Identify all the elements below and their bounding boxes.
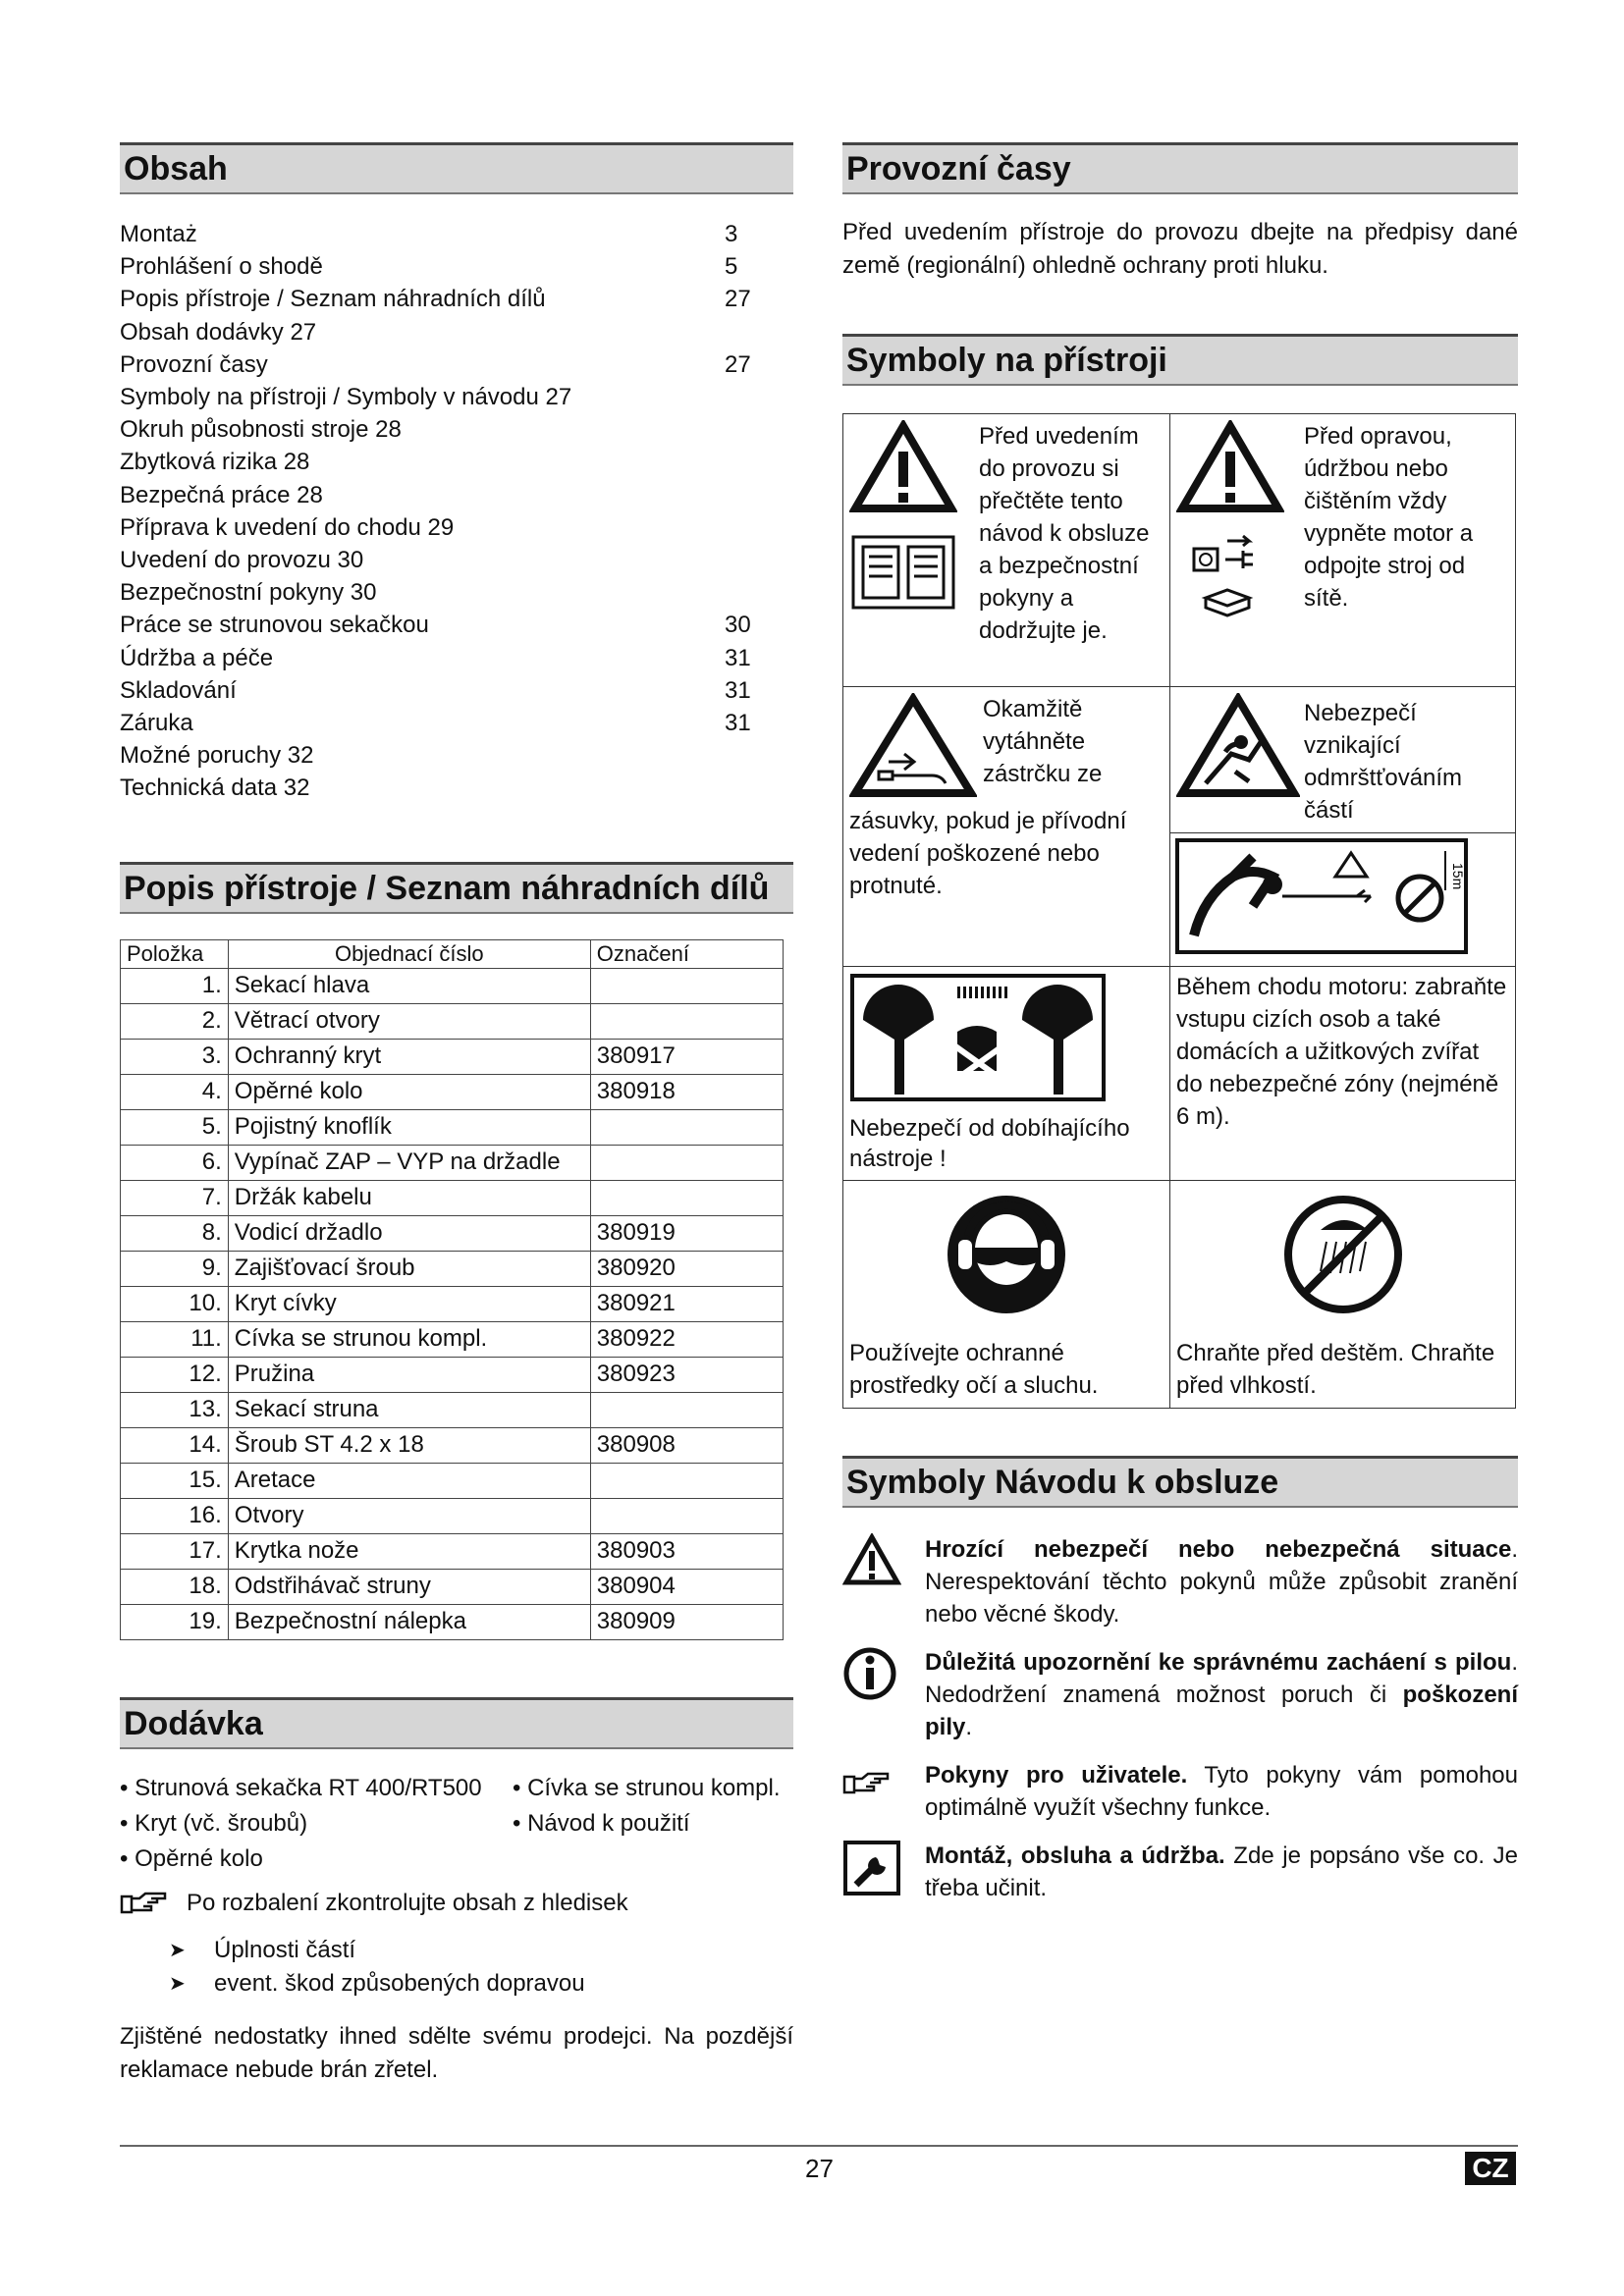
part-code xyxy=(590,1145,783,1180)
part-number: 18. xyxy=(121,1569,229,1604)
operating-times-heading: Provozní časy xyxy=(842,142,1518,194)
toc-page: 31 xyxy=(725,676,751,704)
part-number: 17. xyxy=(121,1533,229,1569)
arrow-icon: ➤ xyxy=(169,1972,186,1995)
part-number: 12. xyxy=(121,1357,229,1392)
part-code: 380903 xyxy=(590,1533,783,1569)
no-rain-icon xyxy=(1281,1193,1405,1316)
table-row xyxy=(121,1039,784,1074)
part-code xyxy=(590,1463,783,1498)
user-tips-row: Pokyny pro uživatele. Tyto pokyny vám pomohou optimálně využít všechny funkce. xyxy=(842,1759,1518,1824)
part-code: 380908 xyxy=(590,1427,783,1463)
part-number: 4. xyxy=(121,1074,229,1109)
table-row xyxy=(121,968,784,1003)
toc-page: 31 xyxy=(725,644,751,671)
header-item: Položka xyxy=(121,939,229,968)
info-icon xyxy=(842,1646,897,1701)
toc-entry xyxy=(120,381,793,413)
part-name: Vodicí držadlo xyxy=(228,1215,590,1251)
part-name: Cívka se strunou kompl. xyxy=(228,1321,590,1357)
part-code xyxy=(590,968,783,1003)
part-code xyxy=(590,1003,783,1039)
table-row xyxy=(121,1604,784,1639)
toc-page xyxy=(725,772,793,804)
toc-page xyxy=(725,511,793,544)
table-row xyxy=(121,1498,784,1533)
delivery-list xyxy=(120,1771,793,1877)
part-number: 6. xyxy=(121,1145,229,1180)
part-number: 3. xyxy=(121,1039,229,1074)
part-name: Odstřihávač struny xyxy=(228,1569,590,1604)
list-item: • Návod k použití xyxy=(513,1809,690,1837)
read-manual-text: Před uvedením do provozu si přečtěte tento návod k obsluze a bezpečnostní pokyny a dodržujte je. xyxy=(979,423,1150,644)
toc-page: 27 xyxy=(725,286,751,313)
arrow-icon: ➤ xyxy=(169,1939,186,1961)
toc-heading: Obsah xyxy=(120,142,793,194)
pointing-hand-icon xyxy=(120,1891,169,1916)
rotating-tool-icon xyxy=(849,973,1107,1102)
part-name: Pojistný knoflík xyxy=(228,1109,590,1145)
delivery-heading: Dodávka xyxy=(120,1697,793,1749)
part-name: Sekací hlava xyxy=(228,968,590,1003)
rain-text: Chraňte před deštěm. Chraňte před vlhkostí. xyxy=(1176,1340,1495,1399)
list-item: • Kryt (vč. šroubů) xyxy=(120,1809,308,1837)
protection-text: Používejte ochranné prostředky očí a sluchu. xyxy=(849,1340,1099,1399)
warning-icon xyxy=(842,1533,901,1586)
part-name: Bezpečnostní nálepka xyxy=(228,1604,590,1639)
flying-parts-cell xyxy=(1170,687,1516,833)
toc-entry xyxy=(120,772,793,804)
table-row xyxy=(121,1321,784,1357)
table-row xyxy=(121,1463,784,1498)
flying-parts-text: Nebezpečí vznikající odmrštťováním částí xyxy=(1304,700,1463,824)
list-item: • Opěrné kolo xyxy=(120,1844,263,1872)
unplug-warning-icon xyxy=(849,693,977,799)
part-code xyxy=(590,1392,783,1427)
right-column xyxy=(842,142,1518,1905)
part-code: 380921 xyxy=(590,1286,783,1321)
toc-label: Bezpečnostní pokyny 30 xyxy=(120,579,377,607)
toc-entry xyxy=(120,446,793,478)
bystanders-cell xyxy=(1170,967,1516,1181)
table-row xyxy=(121,1569,784,1604)
part-name: Kryt cívky xyxy=(228,1286,590,1321)
part-number: 8. xyxy=(121,1215,229,1251)
warning-icon xyxy=(1176,420,1284,514)
table-row xyxy=(121,1003,784,1039)
toc-label: Údržba a péče xyxy=(120,644,274,671)
unplug-text-a: Okamžitě vytáhněte zástrčku ze xyxy=(983,696,1103,787)
table-row xyxy=(121,1392,784,1427)
toc-label: Záruka xyxy=(120,710,193,737)
flying-parts-warning-icon xyxy=(1176,693,1300,799)
check-list xyxy=(169,1934,793,2001)
parts-header-row xyxy=(121,939,784,968)
part-name: Šroub ST 4.2 x 18 xyxy=(228,1427,590,1463)
part-number: 15. xyxy=(121,1463,229,1498)
part-name: Pružina xyxy=(228,1357,590,1392)
parts-table xyxy=(120,939,784,1640)
toc-label: Uvedení do provozu 30 xyxy=(120,547,364,574)
toc-label: Montaż xyxy=(120,221,197,247)
page-number: 27 xyxy=(805,2154,834,2183)
toc-page: 30 xyxy=(725,612,751,639)
check-note: Po rozbalení zkontrolujte obsah z hledisek xyxy=(120,1887,793,1920)
danger-symbol-row: Hrozící nebezpečí nebo nebezpečná situace. Nerespektování těchto pokynů může způsobit zranění nebo věcné škody. xyxy=(842,1533,1518,1630)
language-badge: CZ xyxy=(1465,2152,1516,2185)
toc-page: 27 xyxy=(725,350,751,378)
part-code: 380923 xyxy=(590,1357,783,1392)
table-row xyxy=(121,1357,784,1392)
toc-page: 5 xyxy=(725,253,738,281)
part-name: Otvory xyxy=(228,1498,590,1533)
table-row xyxy=(121,1215,784,1251)
part-number: 7. xyxy=(121,1180,229,1215)
toc-page xyxy=(725,576,793,609)
toc-entry xyxy=(120,413,793,446)
part-code: 380917 xyxy=(590,1039,783,1074)
toc-entry xyxy=(120,316,793,348)
part-name: Aretace xyxy=(228,1463,590,1498)
part-name: Vypínač ZAP – VYP na držadle xyxy=(228,1145,590,1180)
toc-page xyxy=(725,479,793,511)
toc-entry xyxy=(120,707,793,739)
toc-entry xyxy=(120,609,793,641)
toc-label: Příprava k uvedení do chodu 29 xyxy=(120,513,455,541)
delivery-note: Zjištěné nedostatky ihned sdělte svému prodejci. Na pozdější reklamace nebude brán zřetel. xyxy=(120,2022,793,2083)
part-name: Větrací otvory xyxy=(228,1003,590,1039)
part-number: 5. xyxy=(121,1109,229,1145)
part-code xyxy=(590,1109,783,1145)
table-row xyxy=(121,1251,784,1286)
table-row xyxy=(121,1074,784,1109)
table-row xyxy=(121,1145,784,1180)
pointing-hand-icon xyxy=(842,1771,892,1796)
distance-cell xyxy=(1170,833,1516,967)
header-order-number: Objednací číslo xyxy=(228,939,590,968)
toc-label: Prohlášení o shodě xyxy=(120,253,323,281)
list-item: ➤ event. škod způsobených dopravou xyxy=(169,1967,793,2001)
table-row xyxy=(121,1180,784,1215)
toc-page xyxy=(725,544,793,576)
toc-page xyxy=(725,316,793,348)
toc-page: 3 xyxy=(725,221,738,247)
toc-entry xyxy=(120,739,793,772)
unplug-cell xyxy=(843,687,1170,967)
part-code xyxy=(590,1498,783,1533)
left-column xyxy=(120,142,793,2087)
part-code: 380920 xyxy=(590,1251,783,1286)
list-item: • Cívka se strunou kompl. xyxy=(513,1774,781,1801)
toc-entry xyxy=(120,479,793,511)
list-item: • Strunová sekačka RT 400/RT500 xyxy=(120,1774,482,1801)
before-repair-text: Před opravou, údržbou nebo čištěním vždy vypněte motor a odpojte stroj od sítě. xyxy=(1304,423,1474,612)
toc-entry xyxy=(120,576,793,609)
part-name: Ochranný kryt xyxy=(228,1039,590,1074)
assembly-row: Montáž, obsluha a údržba. Zde je popsáno vše co. Je třeba učinit. xyxy=(842,1840,1518,1905)
device-symbols-heading: Symboly na přístroji xyxy=(842,334,1518,386)
table-row xyxy=(121,1286,784,1321)
toc-label: Zbytková rizika 28 xyxy=(120,449,310,476)
part-number: 1. xyxy=(121,968,229,1003)
toc-entry xyxy=(120,218,793,250)
part-number: 9. xyxy=(121,1251,229,1286)
toc-label: Bezpečná práce 28 xyxy=(120,481,323,508)
toc-entry xyxy=(120,674,793,707)
toc-entry xyxy=(120,511,793,544)
toc-entry xyxy=(120,544,793,576)
toc-label: Okruh působnosti stroje 28 xyxy=(120,416,402,444)
unplug-text-b: zásuvky, pokud je přívodní vedení poškozené nebo protnuté. xyxy=(849,808,1127,899)
part-code: 380919 xyxy=(590,1215,783,1251)
toc-entry xyxy=(120,348,793,381)
important-symbol-row: Důležitá upozornění ke správnému zacháení s pilou. Nedodržení znamená možnost poruch či poškození pily. xyxy=(842,1646,1518,1743)
toc-page xyxy=(725,381,793,413)
part-number: 19. xyxy=(121,1604,229,1639)
toc-label: Skladování xyxy=(120,676,237,704)
toc-label: Symboly na přístroji / Symboly v návodu 27 xyxy=(120,384,572,411)
part-number: 10. xyxy=(121,1286,229,1321)
toc-page xyxy=(725,739,793,772)
part-number: 2. xyxy=(121,1003,229,1039)
table-row xyxy=(121,1427,784,1463)
part-number: 13. xyxy=(121,1392,229,1427)
toc-label: Obsah dodávky 27 xyxy=(120,318,317,346)
header-designation: Označení xyxy=(590,939,783,968)
toc-page xyxy=(725,446,793,478)
tool-run-text: Nebezpečí od dobíhajícího nástroje ! xyxy=(849,1115,1130,1172)
table-row xyxy=(121,1533,784,1569)
toc-entry xyxy=(120,250,793,283)
part-number: 11. xyxy=(121,1321,229,1357)
toc-entry xyxy=(120,642,793,674)
before-repair-cell xyxy=(1170,414,1516,687)
bystanders-text: Během chodu motoru: zabraňte vstupu cizích osob a také domácích a užitkových zvířat do nebezpečné zóny (nejméně 6 m). xyxy=(1176,974,1507,1130)
tool-run-cell xyxy=(843,967,1170,1181)
table-row xyxy=(121,1109,784,1145)
part-name: Krytka nože xyxy=(228,1533,590,1569)
part-name: Opěrné kolo xyxy=(228,1074,590,1109)
warning-icon xyxy=(849,420,957,514)
part-code xyxy=(590,1180,783,1215)
toc-page xyxy=(725,413,793,446)
part-name: Sekací struna xyxy=(228,1392,590,1427)
operating-times-text: Před uvedením přístroje do provozu dbejte na předpisy dané země (regionální) ohledně ochrany proti hluku. xyxy=(842,219,1518,279)
part-code: 380918 xyxy=(590,1074,783,1109)
read-manual-cell xyxy=(843,414,1170,687)
bystander-distance-icon xyxy=(1174,837,1469,955)
toc-label: Možné poruchy 32 xyxy=(120,742,314,770)
toc-label: Provozní časy xyxy=(120,350,268,378)
toc-entry xyxy=(120,283,793,315)
toc-label: Popis přístroje / Seznam náhradních dílů xyxy=(120,286,546,313)
part-name: Zajišťovací šroub xyxy=(228,1251,590,1286)
distance-label: 15m xyxy=(1450,863,1466,890)
unplug-manual-icon xyxy=(1176,527,1284,625)
toc-page: 31 xyxy=(725,710,751,737)
manual-symbols-heading: Symboly Návodu k obsluze xyxy=(842,1456,1518,1508)
part-code: 380909 xyxy=(590,1604,783,1639)
toc-label: Práce se strunovou sekačkou xyxy=(120,612,429,639)
wrench-icon xyxy=(842,1840,901,1896)
book-icon xyxy=(849,533,957,612)
rain-cell xyxy=(1170,1181,1516,1409)
device-symbols-table xyxy=(842,413,1516,1409)
part-number: 16. xyxy=(121,1498,229,1533)
list-item: ➤ Úplnosti částí xyxy=(169,1934,793,1967)
protection-cell xyxy=(843,1181,1170,1409)
table-of-contents xyxy=(120,218,793,805)
part-code: 380904 xyxy=(590,1569,783,1604)
toc-label: Technická data 32 xyxy=(120,774,310,802)
eye-ear-protection-icon xyxy=(945,1193,1068,1316)
part-code: 380922 xyxy=(590,1321,783,1357)
part-name: Držák kabelu xyxy=(228,1180,590,1215)
parts-heading: Popis přístroje / Seznam náhradních dílů xyxy=(120,862,793,914)
footer-divider xyxy=(120,2145,1518,2147)
part-number: 14. xyxy=(121,1427,229,1463)
